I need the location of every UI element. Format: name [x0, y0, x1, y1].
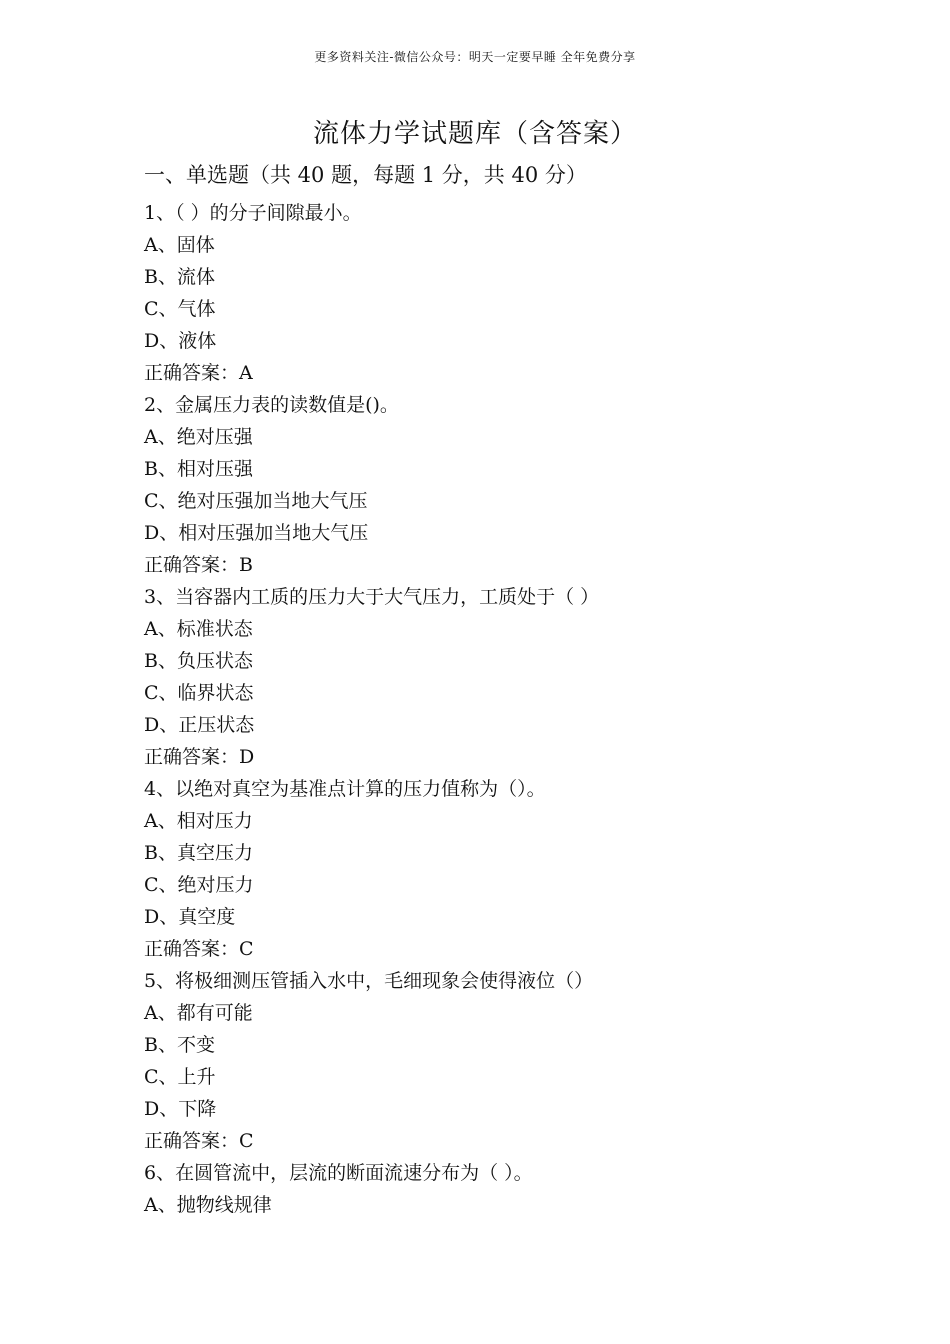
option-d: D、液体 — [144, 330, 217, 352]
header-note: 更多资料关注-微信公众号：明天一定要早睡 全年免费分享 — [314, 50, 636, 64]
option-d: D、真空度 — [144, 906, 236, 928]
question-block — [144, 773, 844, 965]
question-stem: 6、在圆管流中，层流的断面流速分布为（ ）。 — [144, 1162, 533, 1184]
option-a: A、相对压力 — [144, 810, 253, 832]
correct-answer: 正确答案：B — [144, 554, 253, 576]
option-a: A、抛物线规律 — [144, 1194, 272, 1216]
question-stem: 3、当容器内工质的压力大于大气压力，工质处于（ ） — [144, 586, 600, 608]
option-a: A、都有可能 — [144, 1002, 253, 1024]
option-b: B、不变 — [144, 1034, 215, 1056]
option-c: C、临界状态 — [144, 682, 254, 704]
option-b: B、相对压强 — [144, 458, 253, 480]
option-a: A、标准状态 — [144, 618, 253, 640]
question-stem: 5、将极细测压管插入水中，毛细现象会使得液位（） — [144, 970, 594, 992]
option-d: D、相对压强加当地大气压 — [144, 522, 369, 544]
section-heading: 一、单选题（共 40 题，每题 1 分，共 40 分） — [144, 163, 587, 187]
correct-answer: 正确答案：A — [144, 362, 253, 384]
question-block — [144, 197, 844, 389]
option-b: B、真空压力 — [144, 842, 253, 864]
option-a: A、绝对压强 — [144, 426, 253, 448]
option-c: C、气体 — [144, 298, 216, 320]
option-c: C、绝对压力 — [144, 874, 254, 896]
question-block — [144, 389, 844, 581]
question-list — [144, 197, 844, 1221]
question-block — [144, 965, 844, 1157]
option-b: B、负压状态 — [144, 650, 253, 672]
option-c: C、绝对压强加当地大气压 — [144, 490, 368, 512]
question-block — [144, 581, 844, 773]
page-title: 流体力学试题库（含答案） — [312, 119, 637, 149]
option-c: C、上升 — [144, 1066, 216, 1088]
correct-answer: 正确答案：C — [144, 1130, 254, 1152]
question-block — [144, 1157, 844, 1221]
question-stem: 4、以绝对真空为基准点计算的压力值称为（）。 — [144, 778, 546, 800]
question-stem: 1、（ ）的分子间隙最小。 — [144, 202, 362, 224]
option-d: D、正压状态 — [144, 714, 255, 736]
option-b: B、流体 — [144, 266, 215, 288]
option-a: A、固体 — [144, 234, 215, 256]
question-stem: 2、金属压力表的读数值是()。 — [144, 394, 399, 416]
correct-answer: 正确答案：D — [144, 746, 255, 768]
correct-answer: 正确答案：C — [144, 938, 254, 960]
option-d: D、下降 — [144, 1098, 217, 1120]
